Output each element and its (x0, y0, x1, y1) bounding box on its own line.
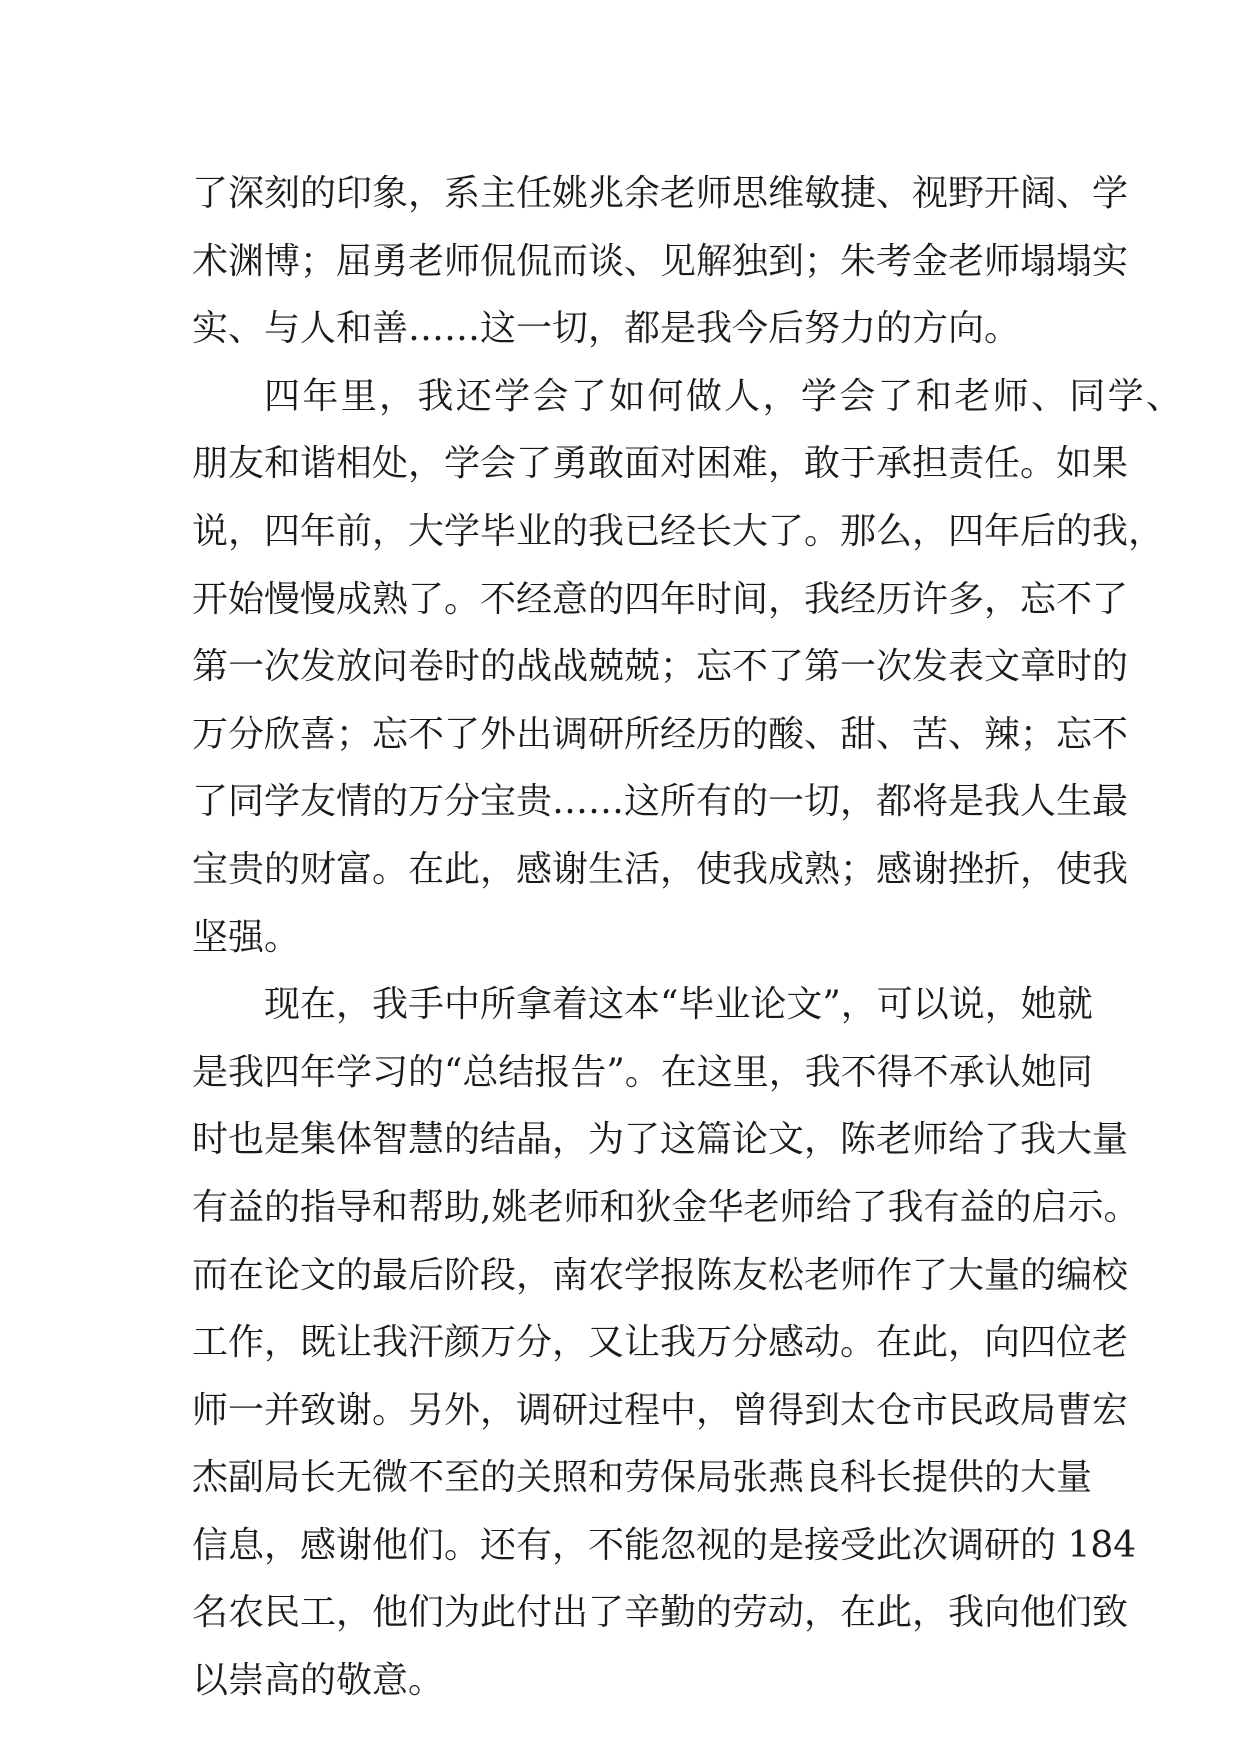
text-line: 坚强。 (192, 916, 301, 958)
text-line: 实、与人和善……这一切，都是我今后努力的方向。 (192, 308, 1021, 350)
text-line: 了同学友情的万分宝贵……这所有的一切，都将是我人生最 (192, 781, 1129, 823)
text-line: 朋友和谐相处，学会了勇敢面对困难，敢于承担责任。如果 (192, 443, 1129, 485)
text-line: 杰副局长无微不至的关照和劳保局张燕良科长提供的大量 (192, 1457, 1093, 1499)
paragraph-1 (192, 160, 1129, 363)
text-line: 工作，既让我汗颜万分，又让我万分感动。在此，向四位老 (192, 1322, 1129, 1364)
text-line: 信息，感谢他们。还有，不能忽视的是接受此次调研的 184 (192, 1524, 1137, 1566)
text-line: 名农民工，他们为此付出了辛勤的劳动，在此，我向他们致 (192, 1592, 1129, 1634)
text-line: 宝贵的财富。在此，感谢生活，使我成熟；感谢挫折，使我 (192, 848, 1129, 890)
text-line: 而在论文的最后阶段，南农学报陈友松老师作了大量的编校 (192, 1254, 1129, 1296)
text-line: 时也是集体智慧的结晶，为了这篇论文，陈老师给了我大量 (192, 1119, 1129, 1161)
text-line: 四年里，我还学会了如何做人，学会了和老师、同学、 (264, 375, 1182, 417)
text-line: 术渊博；屈勇老师侃侃而谈、见解独到；朱考金老师塌塌实 (192, 240, 1129, 282)
text-line: 了深刻的印象，系主任姚兆余老师思维敏捷、视野开阔、学 (192, 173, 1129, 214)
paragraph-3 (192, 971, 1140, 1715)
text-line: 现在，我手中所拿着这本“毕业论文”，可以说，她就 (264, 984, 1093, 1026)
text-line: 说，四年前，大学毕业的我已经长大了。那么，四年后的我， (192, 510, 1165, 552)
text-line: 第一次发放问卷时的战战兢兢；忘不了第一次发表文章时的 (192, 646, 1129, 688)
body-text (192, 160, 1182, 1715)
text-line: 开始慢慢成熟了。不经意的四年时间，我经历许多，忘不了 (192, 578, 1129, 620)
text-line: 以崇高的敬意。 (192, 1660, 445, 1702)
text-line: 万分欣喜；忘不了外出调研所经历的酸、甜、苦、辣；忘不 (192, 713, 1129, 755)
paragraph-2 (192, 363, 1182, 971)
text-line: 师一并致谢。另外，调研过程中，曾得到太仓市民政局曹宏 (192, 1389, 1129, 1431)
text-line: 是我四年学习的“总结报告”。在这里，我不得不承认她同 (192, 1051, 1093, 1093)
text-line: 有益的指导和帮助,姚老师和狄金华老师给了我有益的启示。 (192, 1186, 1140, 1228)
